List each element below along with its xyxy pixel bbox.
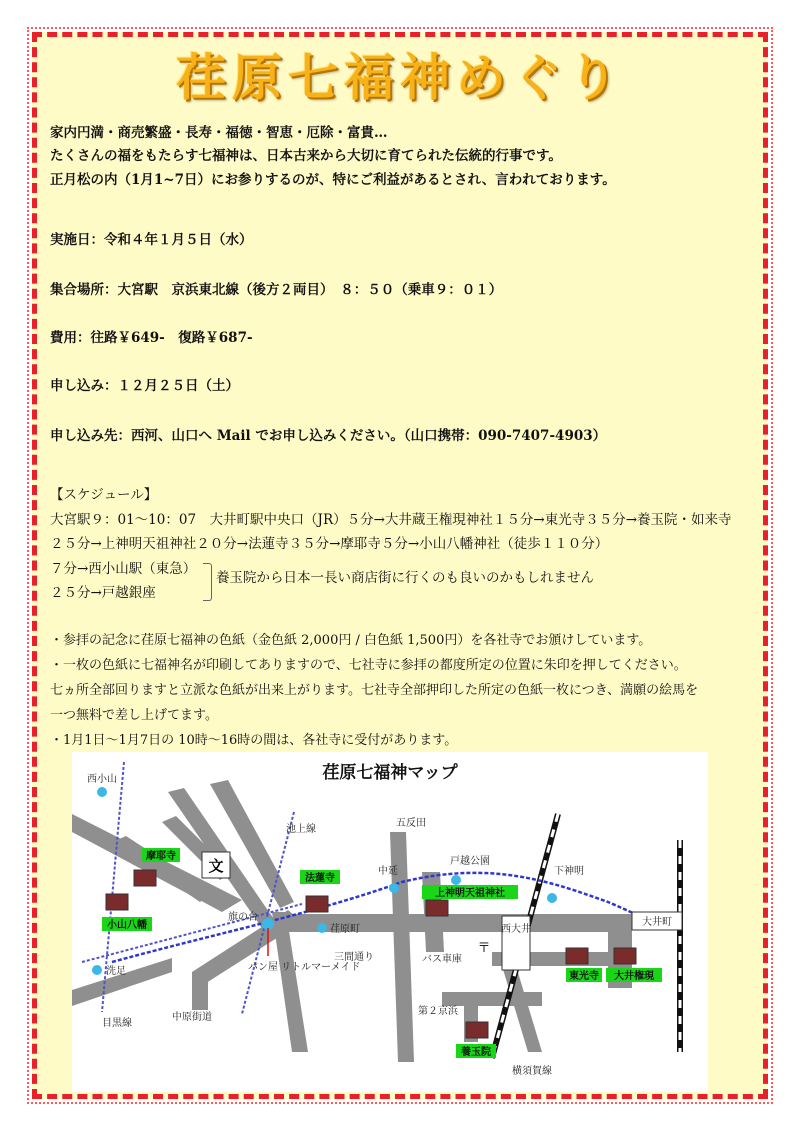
- road-gotanda: 五反田: [396, 818, 426, 829]
- map-title: 荏原七福神マップ: [322, 763, 458, 783]
- schedule-line-3: ７分→西小山駅（東急）: [50, 561, 197, 577]
- station-nishikoyama: 西小山: [87, 774, 117, 785]
- station-nakanobu: 中延: [378, 866, 398, 877]
- line-ikegami: 池上線: [286, 824, 316, 835]
- note-line-4: 一つ無料で差し上げてます。: [50, 708, 218, 723]
- post-office-icon: 〒: [477, 941, 491, 956]
- bakery-label: パン屋 リトルマーメイド: [248, 962, 361, 973]
- shrine-mayaji: 摩耶寺: [146, 851, 176, 862]
- station-ebaramachi: 荏原町: [330, 924, 360, 935]
- road-sangen: 三間通り: [334, 952, 374, 963]
- shrine-koyamahachiman: 小山八幡: [107, 920, 147, 931]
- station-hatanodai: 旗の台: [228, 912, 258, 923]
- nishioi-sign: 西大井: [501, 924, 531, 935]
- schedule-note: 養玉院から日本一長い商店街に行くのも良いのかもしれません: [216, 570, 594, 586]
- note-line-5: ・1月1日～1月7日の 10時～16時の間は、各社寺に受付があります。: [50, 733, 458, 748]
- road-daini-keihin: 第２京浜: [418, 1006, 458, 1017]
- intro-line-2: たくさんの福をもたらす七福神は、日本古来から大切に育てられた伝統的行事です。: [50, 148, 562, 164]
- application-deadline: 申し込み：１２月２５日（土）: [50, 378, 239, 394]
- road-nakahara: 中原街道: [172, 1012, 212, 1023]
- intro-line-3: 正月松の内（1月1~7日）にお参りするのが、特にご利益があるとされ、言われております。: [50, 172, 616, 188]
- schedule-brace: [203, 563, 212, 601]
- event-date: 実施日：令和４年１月５日（水）: [50, 232, 253, 248]
- note-line-2: ・一枚の色紙に七福神名が印刷してありますので、七社寺に参拝の都度所定の位置に朱印を押してください。: [50, 658, 687, 673]
- shrine-oizao: 大井権現: [614, 971, 654, 982]
- schedule-header: 【スケジュール】: [50, 487, 158, 503]
- line-meguro: 目黒線: [102, 1018, 132, 1029]
- contact-info: 申し込み先：西河、山口へ Mail でお申し込みください。（山口携帯：090-7407-4903）: [50, 428, 607, 444]
- school-icon: 文: [208, 857, 224, 875]
- bus-depot: バス車庫: [422, 954, 462, 965]
- intro-line-1: 家内円満・商売繁盛・長寿・福徳・智恵・厄除・富貴…: [50, 125, 388, 141]
- station-senzoku: 洗足: [106, 966, 126, 977]
- schedule-line-2: ２５分→上神明天祖神社２０分→法蓮寺３５分→摩耶寺５分→小山八幡神社（徒歩１１０分）: [50, 536, 609, 552]
- shrine-tokoji: 東光寺: [569, 971, 599, 982]
- station-shimoshinmei: 下神明: [554, 866, 584, 877]
- meeting-place: 集合場所：大宮駅 京浜東北線（後方２両目） ８：５０（乗車９：０１）: [50, 282, 503, 298]
- shrine-horenji: 法蓮寺: [305, 873, 335, 884]
- line-yokosuka: 横須賀線: [512, 1066, 552, 1077]
- station-togoshikoen: 戸越公園: [450, 856, 490, 867]
- note-line-1: ・参拝の記念に荏原七福神の色紙（金色紙 2,000円 / 白色紙 1,500円）を各社寺でお頒けしています。: [50, 633, 652, 648]
- cost: 費用：往路￥649- 復路￥687-: [50, 330, 253, 346]
- schedule-line-4: ２５分→戸越銀座: [50, 585, 156, 601]
- station-oimachi: 大井町: [642, 917, 672, 928]
- shrine-kamishinmei: 上神明天祖神社: [435, 888, 505, 899]
- shrine-yogyokuin: 養玉院: [461, 1047, 491, 1058]
- note-line-3: 七ヵ所全部回りますと立派な色紙が出来上がります。七社寺全部押印した所定の色紙一枚につき、満願の絵馬を: [50, 683, 699, 698]
- schedule-line-1: 大宮駅９：01～10：07 大井町駅中央口（JR）５分→大井蔵王権現神社１５分→東光寺３５分→養玉院・如来寺: [50, 512, 732, 528]
- shrine-route-map: [72, 752, 708, 1092]
- page-title: 荏原七福神めぐり: [176, 49, 624, 107]
